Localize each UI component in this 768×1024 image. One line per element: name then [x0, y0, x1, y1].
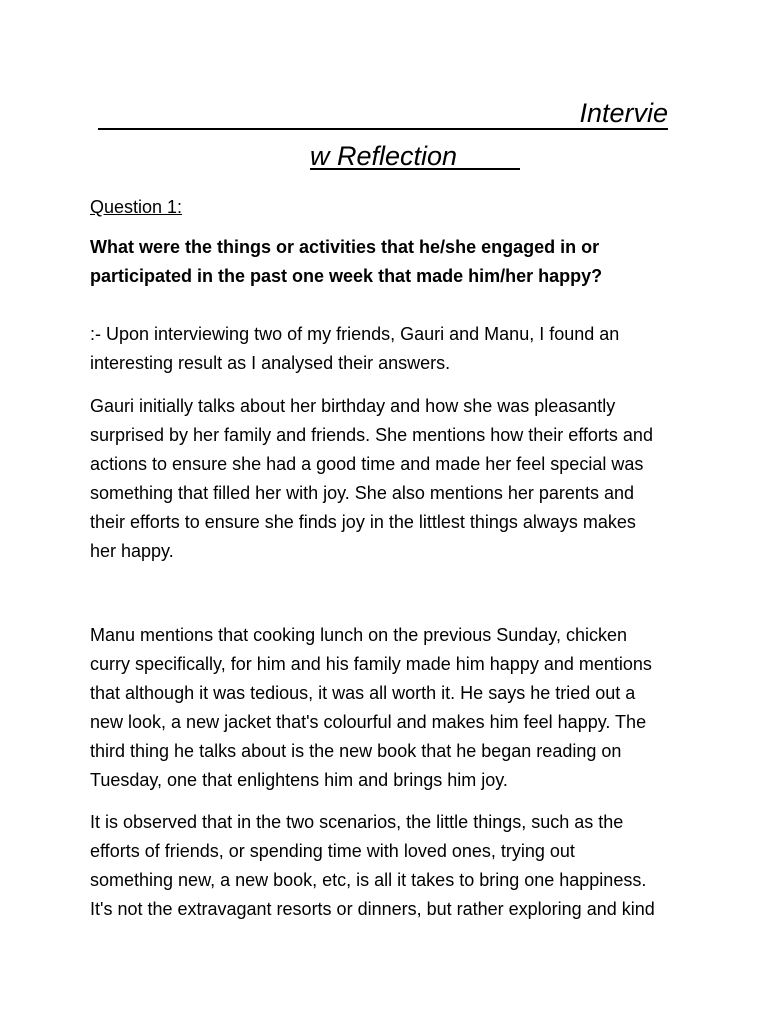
title-text-part2: w Reflection [310, 141, 458, 171]
paragraph-line: interesting result as I analysed their answers. [90, 353, 451, 373]
paragraph-line: Manu mentions that cooking lunch on the previous Sunday, chicken [90, 625, 627, 645]
paragraph-line: their efforts to ensure she finds joy in the littlest things always makes [90, 512, 636, 532]
paragraph-line: third thing he talks about is the new book that he began reading on [90, 741, 622, 761]
paragraph-line: something new, a new book, etc, is all it takes to bring one happiness. [90, 870, 647, 890]
title-text-part1: Intervie [579, 98, 668, 128]
paragraph-manu [90, 621, 680, 795]
paragraph-line: It's not the extravagant resorts or dinners, but rather exploring and kind [90, 899, 655, 919]
paragraph-line: new look, a new jacket that's colourful and makes him feel happy. The [90, 712, 647, 732]
question-text [90, 233, 680, 291]
paragraph-line: It is observed that in the two scenarios, the little things, such as the [90, 812, 624, 832]
paragraph-gauri [90, 392, 680, 566]
paragraph-line: her happy. [90, 541, 174, 561]
paragraph-line: Gauri initially talks about her birthday and how she was pleasantly [90, 396, 616, 416]
paragraph-line: surprised by her family and friends. She mentions how their efforts and [90, 425, 653, 445]
paragraph-line: :- Upon interviewing two of my friends, Gauri and Manu, I found an [90, 324, 620, 344]
paragraph-line: efforts of friends, or spending time with loved ones, trying out [90, 841, 575, 861]
paragraph-line: Tuesday, one that enlightens him and brings him joy. [90, 770, 508, 790]
paragraph-line: that although it was tedious, it was all worth it. He says he tried out a [90, 683, 636, 703]
paragraph-line: curry specifically, for him and his family made him happy and mentions [90, 654, 652, 674]
question-label: Question 1: [90, 197, 183, 217]
paragraph-line: actions to ensure she had a good time and made her feel special was [90, 454, 644, 474]
paragraph-line: something that filled her with joy. She also mentions her parents and [90, 483, 634, 503]
title-line-2 [310, 140, 520, 170]
paragraph-intro [90, 320, 680, 378]
question-line: What were the things or activities that he/she engaged in or [90, 237, 600, 257]
question-line: participated in the past one week that made him/her happy? [90, 266, 603, 286]
title-line-1 [98, 96, 668, 130]
paragraph-observation [90, 808, 680, 924]
